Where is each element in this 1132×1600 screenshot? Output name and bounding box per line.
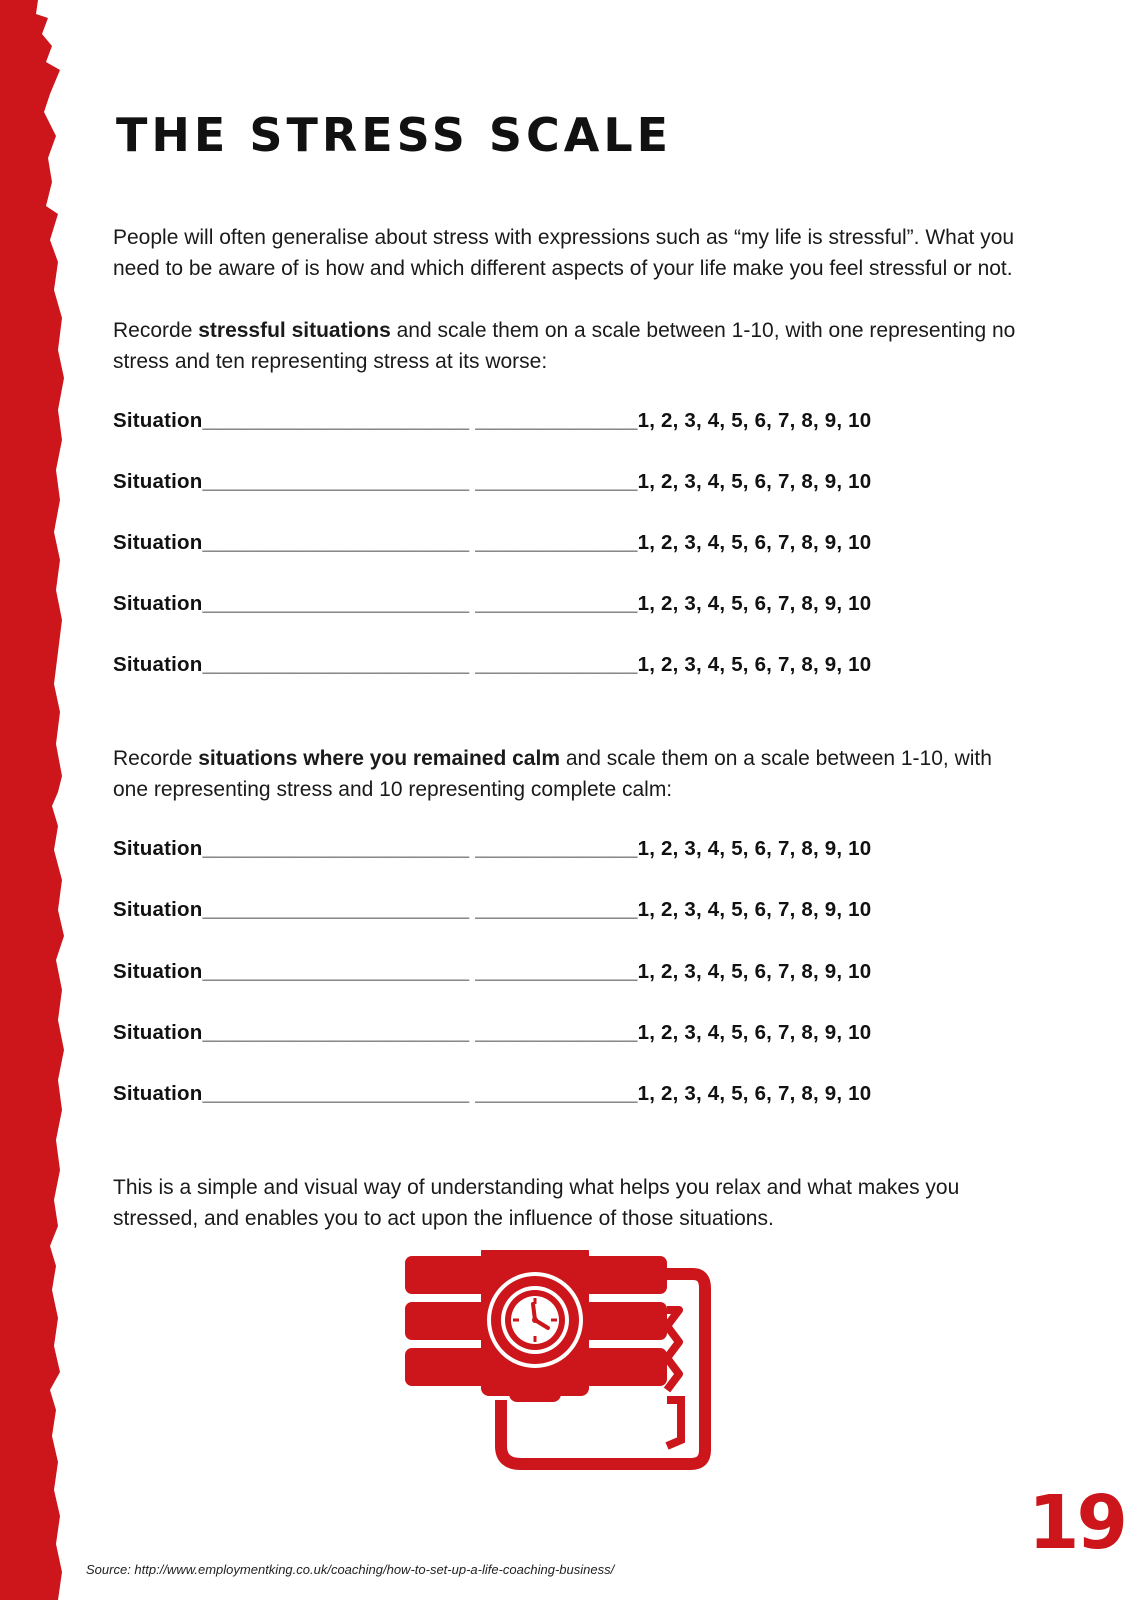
section2-prefix: Recorde: [113, 747, 199, 770]
situation-row[interactable]: Situation_______________________ ______________1, 2, 3, 4, 5, 6, 7, 8, 9, 10: [113, 531, 872, 554]
section1-emphasis: stressful situations: [198, 319, 391, 342]
page-title: THE STRESS SCALE: [116, 108, 673, 162]
section2-emphasis: situations where you remained calm: [198, 747, 560, 770]
closing-line-2: stressed, and enables you to act upon the influence of those situations.: [113, 1207, 774, 1230]
red-torn-edge: [0, 0, 80, 1600]
dynamite-bomb-icon: [405, 1250, 725, 1510]
intro-line-1: People will often generalise about stress with expressions such as “my life is stressful”. What you: [113, 226, 1015, 249]
situation-row[interactable]: Situation_______________________ ______________1, 2, 3, 4, 5, 6, 7, 8, 9, 10: [113, 409, 872, 432]
intro-line-2: need to be aware of is how and which different aspects of your life make you feel stressful or not.: [113, 257, 1013, 280]
closing-line-1: This is a simple and visual way of understanding what helps you relax and what makes you: [113, 1176, 960, 1199]
intro-paragraph: [113, 222, 1103, 284]
situation-row[interactable]: Situation_______________________ ______________1, 2, 3, 4, 5, 6, 7, 8, 9, 10: [113, 592, 872, 615]
section1-line-2: stress and ten representing stress at its worse:: [113, 350, 548, 373]
situation-row[interactable]: Situation_______________________ ______________1, 2, 3, 4, 5, 6, 7, 8, 9, 10: [113, 1082, 872, 1105]
page-number: 19: [1028, 1480, 1125, 1566]
section2-line-2: one representing stress and 10 representing complete calm:: [113, 778, 673, 801]
section2-suffix: and scale them on a scale between 1-10, with: [560, 747, 992, 770]
clock-icon: [489, 1274, 581, 1366]
section2-instructions: [113, 743, 1103, 805]
situation-row[interactable]: Situation_______________________ ______________1, 2, 3, 4, 5, 6, 7, 8, 9, 10: [113, 653, 872, 676]
section1-prefix: Recorde: [113, 319, 199, 342]
closing-paragraph: [113, 1172, 1103, 1234]
section1-instructions: [113, 315, 1103, 377]
situation-row[interactable]: Situation_______________________ ______________1, 2, 3, 4, 5, 6, 7, 8, 9, 10: [113, 470, 872, 493]
situation-row[interactable]: Situation_______________________ ______________1, 2, 3, 4, 5, 6, 7, 8, 9, 10: [113, 837, 872, 860]
situation-row[interactable]: Situation_______________________ ______________1, 2, 3, 4, 5, 6, 7, 8, 9, 10: [113, 1021, 872, 1044]
situation-row[interactable]: Situation_______________________ ______________1, 2, 3, 4, 5, 6, 7, 8, 9, 10: [113, 898, 872, 921]
situation-row[interactable]: Situation_______________________ ______________1, 2, 3, 4, 5, 6, 7, 8, 9, 10: [113, 960, 872, 983]
section1-suffix: and scale them on a scale between 1-10, with one representing no: [390, 319, 1016, 342]
source-citation: Source: http://www.employmentking.co.uk/coaching/how-to-set-up-a-life-coaching-business/: [86, 1562, 615, 1577]
